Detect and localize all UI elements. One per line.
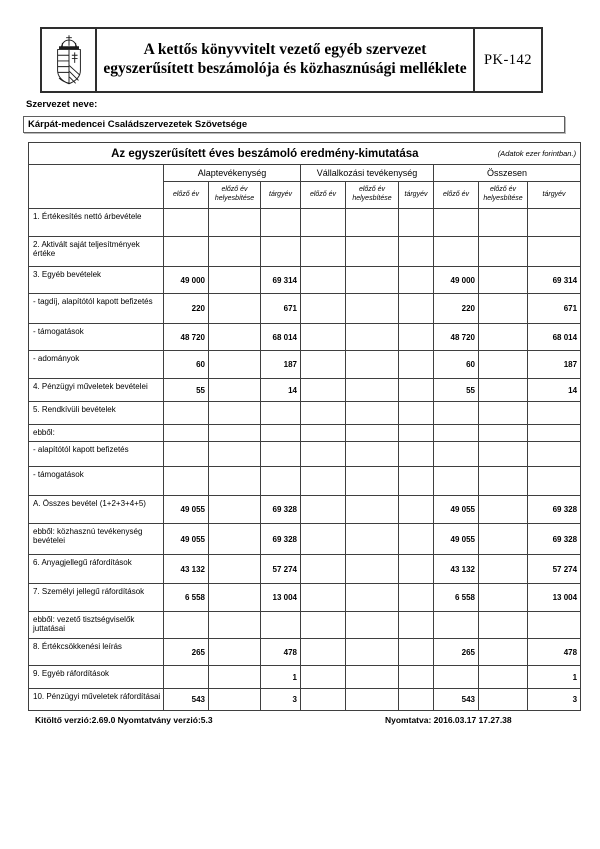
value-cell [209, 209, 261, 237]
value-cell: 49 055 [434, 524, 479, 555]
value-cell [209, 524, 261, 555]
table-row [29, 639, 581, 666]
value-cell [434, 209, 479, 237]
value-cell [399, 496, 434, 524]
value-cell [301, 524, 346, 555]
row-label: - alapítótól kapott befizetés [29, 442, 164, 467]
table-row [29, 294, 581, 324]
row-label: 5. Rendkívüli bevételek [29, 402, 164, 425]
value-cell [479, 555, 528, 584]
hungarian-coat-of-arms-icon [50, 34, 88, 86]
value-cell: 69 328 [261, 496, 301, 524]
value-cell [434, 425, 479, 442]
value-cell [399, 467, 434, 496]
value-cell [434, 237, 479, 267]
value-cell [164, 209, 209, 237]
value-cell: 68 014 [261, 324, 301, 351]
table-row [29, 612, 581, 639]
value-cell: 6 558 [434, 584, 479, 612]
value-cell [479, 612, 528, 639]
subheader-cell: előző év [301, 182, 346, 209]
form-title-line1: A kettős könyvvitelt vezető egyéb szervezet [143, 41, 427, 59]
value-cell [261, 425, 301, 442]
table-row [29, 689, 581, 711]
value-cell [346, 425, 399, 442]
group-header-row [29, 165, 581, 182]
value-cell [261, 402, 301, 425]
value-cell: 220 [164, 294, 209, 324]
coat-of-arms-logo-cell [42, 29, 97, 91]
table-row [29, 442, 581, 467]
value-cell [479, 209, 528, 237]
value-cell [479, 442, 528, 467]
value-cell [399, 584, 434, 612]
value-cell [209, 442, 261, 467]
value-cell [528, 209, 581, 237]
value-cell [479, 425, 528, 442]
value-cell [209, 425, 261, 442]
value-cell: 671 [528, 294, 581, 324]
row-label: 3. Egyéb bevételek [29, 267, 164, 294]
subheader-cell: előző év helyesbítése [479, 182, 528, 209]
value-cell: 49 055 [434, 496, 479, 524]
value-cell [399, 379, 434, 402]
value-cell [209, 555, 261, 584]
value-cell [479, 639, 528, 666]
org-name-value: Kárpát-medencei Családszervezetek Szövetsége [28, 119, 248, 130]
value-cell [479, 267, 528, 294]
value-cell [209, 351, 261, 379]
value-cell [301, 496, 346, 524]
table-row [29, 425, 581, 442]
value-cell [164, 425, 209, 442]
value-cell: 49 055 [164, 524, 209, 555]
form-title-line2: egyszerűsített beszámolója és közhasznúsági melléklete [103, 60, 467, 77]
group-header-cell: Vállalkozási tevékenység [301, 165, 434, 182]
value-cell [346, 555, 399, 584]
value-cell: 478 [528, 639, 581, 666]
value-cell: 3 [528, 689, 581, 711]
table-row [29, 267, 581, 294]
value-cell [301, 324, 346, 351]
value-cell [209, 689, 261, 711]
subheader-cell: előző év [164, 182, 209, 209]
value-cell [301, 639, 346, 666]
value-cell [346, 612, 399, 639]
row-label: - támogatások [29, 467, 164, 496]
value-cell: 69 328 [261, 524, 301, 555]
table-row [29, 379, 581, 402]
value-cell: 43 132 [164, 555, 209, 584]
row-label: 2. Aktivált saját teljesítmények értéke [29, 237, 164, 267]
report-table-body [29, 209, 581, 711]
value-cell [399, 425, 434, 442]
value-cell: 265 [164, 639, 209, 666]
value-cell [399, 294, 434, 324]
value-cell [434, 612, 479, 639]
table-row [29, 467, 581, 496]
table-title: Az egyszerűsített éves beszámoló eredmény-kimutatása [111, 147, 419, 160]
value-cell [164, 666, 209, 689]
subheader-cell: tárgyév [261, 182, 301, 209]
value-cell [399, 237, 434, 267]
value-cell [528, 612, 581, 639]
value-cell: 48 720 [434, 324, 479, 351]
value-cell [209, 584, 261, 612]
value-cell: 1 [528, 666, 581, 689]
value-cell [528, 402, 581, 425]
value-cell [399, 639, 434, 666]
subheader-cell: előző év helyesbítése [209, 182, 261, 209]
org-name-label: Szervezet neve: [26, 99, 98, 110]
value-cell [301, 294, 346, 324]
value-cell: 543 [164, 689, 209, 711]
value-cell: 57 274 [528, 555, 581, 584]
value-cell: 49 055 [164, 496, 209, 524]
form-title [97, 29, 475, 91]
value-cell: 187 [528, 351, 581, 379]
value-cell: 13 004 [261, 584, 301, 612]
value-cell [164, 402, 209, 425]
value-cell: 220 [434, 294, 479, 324]
value-cell [479, 351, 528, 379]
value-cell [301, 612, 346, 639]
value-cell [434, 666, 479, 689]
table-row [29, 209, 581, 237]
value-cell [209, 294, 261, 324]
form-header [40, 27, 543, 93]
value-cell [164, 237, 209, 267]
value-cell [399, 666, 434, 689]
row-label: - támogatások [29, 324, 164, 351]
row-label: 6. Anyagjellegű ráfordítások [29, 555, 164, 584]
value-cell [479, 584, 528, 612]
value-cell: 14 [528, 379, 581, 402]
value-cell [164, 442, 209, 467]
value-cell: 57 274 [261, 555, 301, 584]
value-cell [479, 402, 528, 425]
value-cell [479, 496, 528, 524]
value-cell [346, 237, 399, 267]
value-cell [479, 294, 528, 324]
value-cell [209, 612, 261, 639]
value-cell [399, 689, 434, 711]
value-cell: 671 [261, 294, 301, 324]
form-code: PK-142 [483, 51, 533, 68]
value-cell: 55 [434, 379, 479, 402]
value-cell [528, 467, 581, 496]
value-cell [261, 442, 301, 467]
value-cell [346, 351, 399, 379]
value-cell [346, 402, 399, 425]
value-cell [346, 324, 399, 351]
value-cell [399, 209, 434, 237]
row-label: ebből: vezető tisztségviselők juttatásai [29, 612, 164, 639]
value-cell [209, 467, 261, 496]
row-label: ebből: [29, 425, 164, 442]
value-cell: 49 000 [434, 267, 479, 294]
value-cell [346, 467, 399, 496]
value-cell [301, 379, 346, 402]
value-cell [346, 209, 399, 237]
value-cell [261, 612, 301, 639]
table-row [29, 324, 581, 351]
value-cell [399, 267, 434, 294]
value-cell [301, 267, 346, 294]
value-cell [301, 689, 346, 711]
value-cell: 3 [261, 689, 301, 711]
value-cell [209, 237, 261, 267]
value-cell [399, 351, 434, 379]
value-cell: 478 [261, 639, 301, 666]
value-cell [346, 689, 399, 711]
subheader-cell: előző év helyesbítése [346, 182, 399, 209]
value-cell: 265 [434, 639, 479, 666]
value-cell: 68 014 [528, 324, 581, 351]
value-cell: 1 [261, 666, 301, 689]
row-label: 8. Értékcsökkenési leírás [29, 639, 164, 666]
value-cell [164, 467, 209, 496]
table-row [29, 402, 581, 425]
value-cell [479, 689, 528, 711]
group-header-cell: Összesen [434, 165, 581, 182]
value-cell: 49 000 [164, 267, 209, 294]
printed-timestamp-text: Nyomtatva: 2016.03.17 17.27.38 [385, 715, 512, 725]
value-cell: 60 [164, 351, 209, 379]
value-cell [479, 379, 528, 402]
value-cell [434, 402, 479, 425]
value-cell [301, 666, 346, 689]
table-row [29, 524, 581, 555]
value-cell [346, 496, 399, 524]
value-cell: 48 720 [164, 324, 209, 351]
value-cell [301, 351, 346, 379]
row-label: 1. Értékesítés nettó árbevétele [29, 209, 164, 237]
table-row [29, 351, 581, 379]
table-row [29, 584, 581, 612]
row-label: - tagdíj, alapítótól kapott befizetés [29, 294, 164, 324]
table-row [29, 496, 581, 524]
row-label: A. Összes bevétel (1+2+3+4+5) [29, 496, 164, 524]
value-cell [479, 237, 528, 267]
value-cell [346, 524, 399, 555]
value-cell [209, 402, 261, 425]
value-cell [528, 442, 581, 467]
value-cell [301, 209, 346, 237]
value-cell [399, 612, 434, 639]
value-cell [399, 324, 434, 351]
value-cell: 43 132 [434, 555, 479, 584]
value-cell [346, 379, 399, 402]
value-cell [261, 209, 301, 237]
table-row [29, 555, 581, 584]
value-cell [346, 267, 399, 294]
value-cell: 13 004 [528, 584, 581, 612]
value-cell: 543 [434, 689, 479, 711]
value-cell [528, 425, 581, 442]
value-cell [301, 584, 346, 612]
value-cell [346, 639, 399, 666]
subheader-cell: tárgyév [528, 182, 581, 209]
value-cell [399, 402, 434, 425]
value-cell [164, 612, 209, 639]
value-cell [346, 666, 399, 689]
table-title-row [29, 143, 581, 165]
value-cell [301, 555, 346, 584]
value-cell [209, 496, 261, 524]
value-cell: 55 [164, 379, 209, 402]
software-version-text: Kitöltő verzió:2.69.0 Nyomtatvány verzió:5.3 [35, 715, 213, 725]
table-row [29, 666, 581, 689]
value-cell: 69 328 [528, 496, 581, 524]
value-cell [399, 524, 434, 555]
value-cell [479, 467, 528, 496]
org-name-input[interactable] [23, 116, 565, 133]
value-cell [346, 442, 399, 467]
value-cell [209, 267, 261, 294]
value-cell [434, 467, 479, 496]
table-unit-note: (Adatok ezer forintban.) [497, 149, 577, 158]
row-label: 7. Személyi jellegű ráfordítások [29, 584, 164, 612]
value-cell [399, 442, 434, 467]
value-cell: 187 [261, 351, 301, 379]
subheader-cell: tárgyév [399, 182, 434, 209]
row-label: 10. Pénzügyi műveletek ráfordításai [29, 689, 164, 711]
value-cell [399, 555, 434, 584]
value-cell [346, 294, 399, 324]
value-cell [209, 666, 261, 689]
value-cell [209, 379, 261, 402]
row-label: - adományok [29, 351, 164, 379]
row-label: 9. Egyéb ráfordítások [29, 666, 164, 689]
value-cell [261, 237, 301, 267]
value-cell: 14 [261, 379, 301, 402]
value-cell [209, 324, 261, 351]
row-label-column-header [29, 165, 164, 209]
value-cell [301, 467, 346, 496]
value-cell [301, 237, 346, 267]
group-header-cell: Alaptevékenység [164, 165, 301, 182]
value-cell [209, 639, 261, 666]
value-cell: 69 314 [528, 267, 581, 294]
value-cell [261, 467, 301, 496]
value-cell [479, 324, 528, 351]
value-cell [301, 442, 346, 467]
income-statement-table [28, 142, 581, 711]
value-cell: 69 314 [261, 267, 301, 294]
subheader-cell: előző év [434, 182, 479, 209]
value-cell [479, 666, 528, 689]
value-cell: 69 328 [528, 524, 581, 555]
value-cell [301, 402, 346, 425]
value-cell [479, 524, 528, 555]
value-cell: 60 [434, 351, 479, 379]
value-cell [346, 584, 399, 612]
table-row [29, 237, 581, 267]
row-label: 4. Pénzügyi műveletek bevételei [29, 379, 164, 402]
row-label: ebből: közhasznú tevékenység bevételei [29, 524, 164, 555]
value-cell [528, 237, 581, 267]
value-cell [301, 425, 346, 442]
value-cell: 6 558 [164, 584, 209, 612]
value-cell [434, 442, 479, 467]
